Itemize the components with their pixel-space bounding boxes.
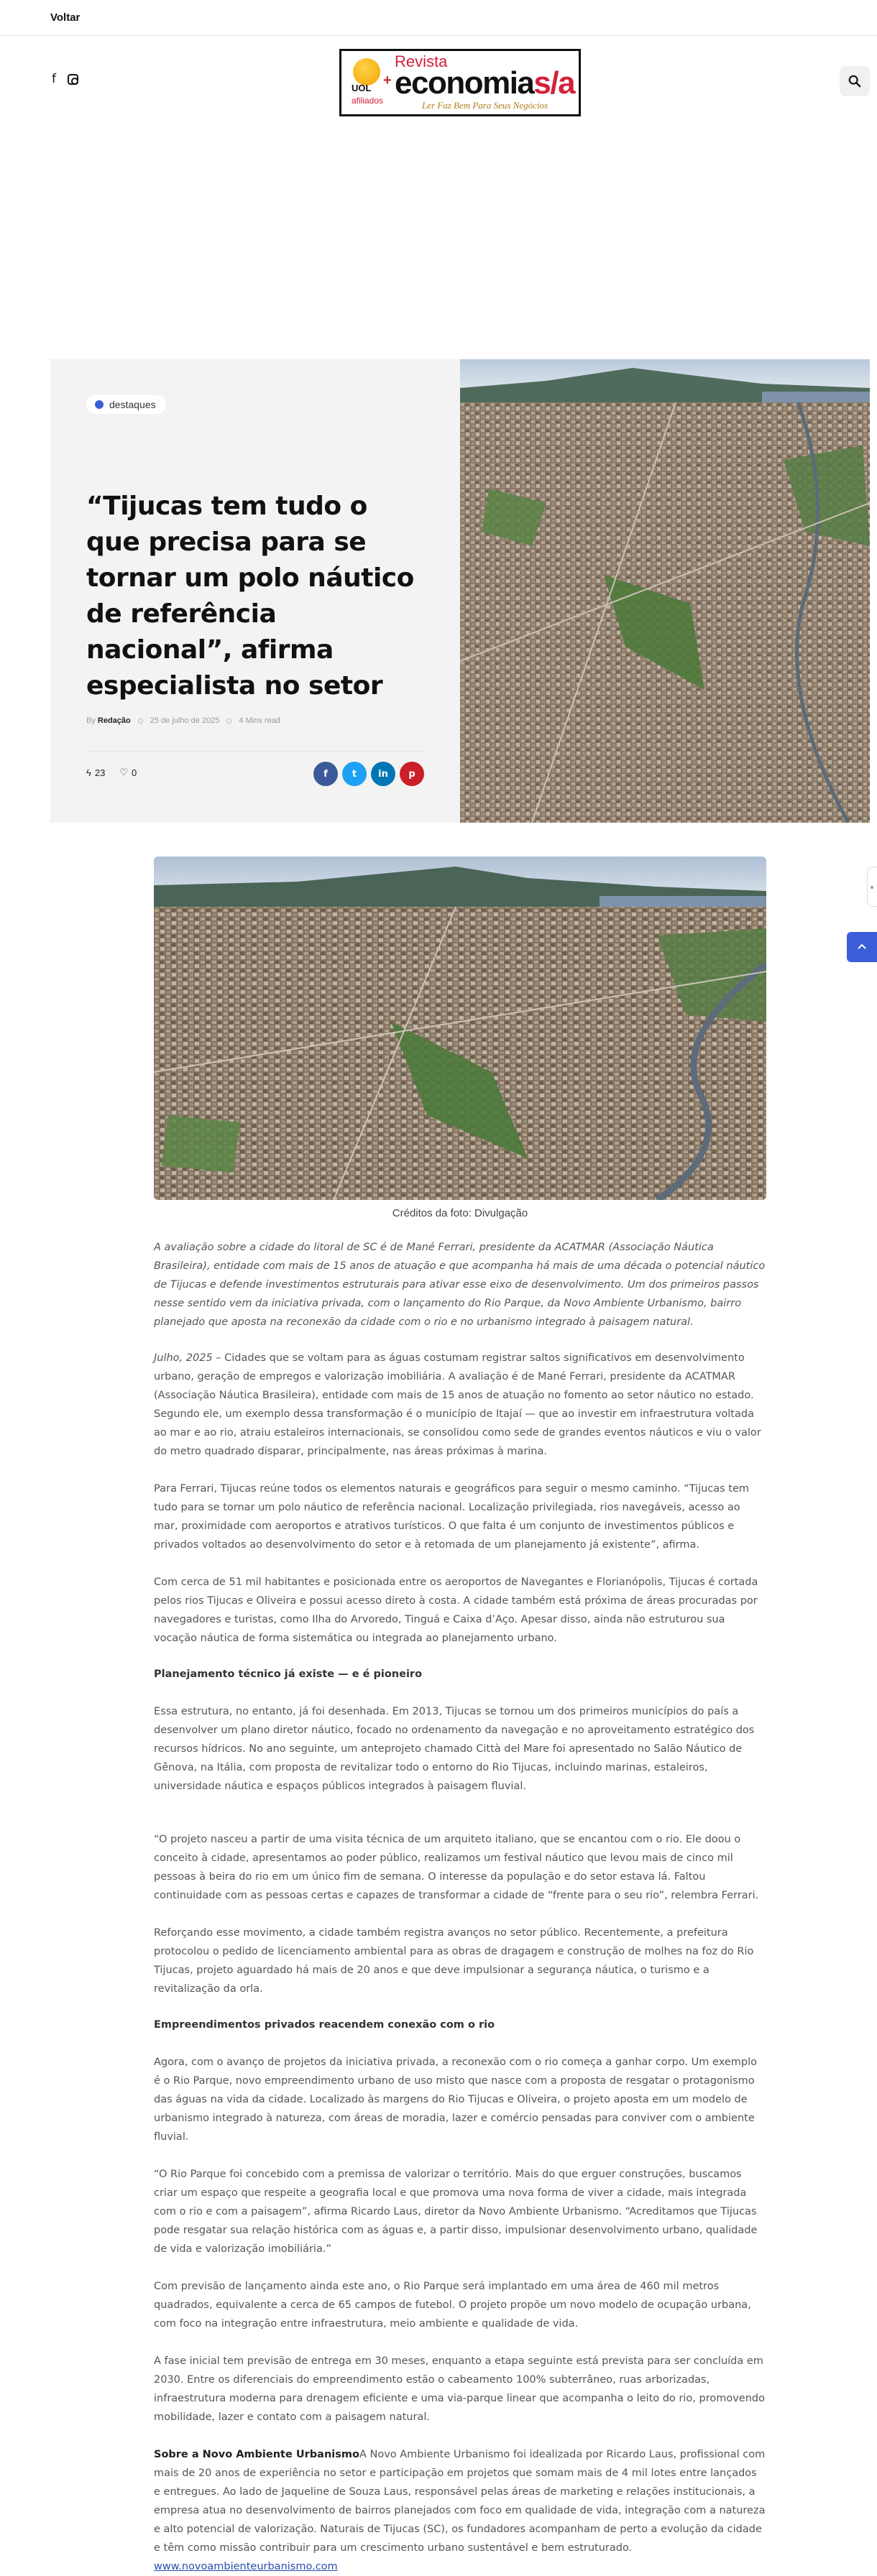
ad-space — [0, 115, 877, 359]
share-linkedin-icon[interactable]: in — [371, 762, 395, 786]
article-title: “Tijucas tem tudo o que precisa para se tornar um polo náutico de referência nacional”, afirma especialista no setor — [86, 491, 414, 701]
image-caption: Créditos da foto: Divulgação — [392, 1207, 528, 1219]
subheading-2: Empreendimentos privados reacendem conexão com o rio — [154, 2019, 495, 2031]
about-company: Sobre a Novo Ambiente UrbanismoA Novo Ambiente Urbanismo foi idealizada por Ricardo Laus, profissional com mais de 20 anos de experiência no setor e participação em projetos que somam mais de 4 mil lotes entre lançados e entregues. Ao lado de Jaqueline de Souza Laus, responsável pelas áreas de marketing e relações institucionais, a empresa atua no desenvolvimento de bairros planejados com foco em qualidade de vida, integração com a natureza e alto potencial de valorização. Naturais de Tijucas (SC), os fundadores acompanham de perto a evolução da cidade e têm como missão contribuir para um crescimento urbano sustentável e bem estruturado. www.novoambienteurbanismo.com — [154, 2449, 766, 2572]
share-facebook-icon[interactable]: f — [313, 762, 338, 786]
logo-revista: Revista — [395, 52, 448, 70]
logo-afiliados: afiliados — [352, 96, 384, 106]
paragraph-5: “O projeto nasceu a partir de uma visita técnica de um arquiteto italiano, que se encantou com o rio. Ele doou o conceito à cidade, apresentamos ao poder público, realizamos um festival náutico que levou mais de cinco mil pessoas à beira do rio em um único fim de semana. O interesse da população e do setor estava lá. Faltou continuidade com as pessoas certas e capazes de transformar a cidade de “frente para o seu rio”, relembra Ferrari. — [154, 1834, 759, 1901]
paragraph-7: Agora, com o avanço de projetos da iniciativa privada, a reconexão com o rio começa a ganhar corpo. Um exemplo é o Rio Parque, novo empreendimento urbano de uso misto que nasce com a proposta de resgatar o protagonismo das águas na vida da cidade. Localizado às margens do Rio Tijucas e Oliveira, o projeto aposta em um modelo de urbanismo integrado à natureza, com áreas de moradia, lazer e comércio pensadas para conviver com o ambiente fluvial. — [154, 2056, 757, 2143]
aerial-city-image — [460, 359, 870, 823]
arrow-up-icon — [856, 941, 868, 953]
scroll-top-button[interactable] — [847, 932, 877, 962]
article-hero — [50, 359, 870, 823]
logo-economia: economias/a — [395, 65, 575, 101]
paragraph-4: Essa estrutura, no entanto, já foi desenhada. Em 2013, Tijucas se tornou um dos primeiros municípios do país a desenvolver um plano diretor náutico, focado no ordenamento da navegação e no aproveitamento estratégico dos recursos hídricos. No ano seguinte, um anteprojeto chamado Città del Mare foi apresentado no Salão Náutico de Gênova, na Itália, com proposta de revitalizar todo o entorno do Rio Tijucas, incluindo marinas, estaleiros, universidade náutica e espaços públicos integrados à paisagem fluvial. — [154, 1706, 755, 1792]
article-body — [154, 857, 766, 2576]
subheading-1: Planejamento técnico já existe — e é pioneiro — [154, 1668, 423, 1680]
paragraph-6: Reforçando esse movimento, a cidade também registra avanços no setor público. Recentemente, a prefeitura protocolou o pedido de licenciamento ambiental para as obras de dragagem e construção de molhes na foz do Rio Tijucas, projeto aguardado há mais de 20 anos e que deve impulsionar a segurança náutica, o turismo e a revitalização da orla. — [154, 1927, 754, 1995]
bolt-icon: ϟ — [86, 767, 91, 778]
category-badge[interactable] — [86, 395, 166, 414]
category-label: destaques — [109, 399, 156, 410]
article-main-image — [154, 857, 766, 1200]
side-feedback-tab[interactable] — [867, 867, 877, 907]
likes-counter[interactable]: ♡ 0 — [119, 767, 137, 778]
paragraph-2: Para Ferrari, Tijucas reúne todos os elementos naturais e geográficos para seguir o mesmo caminho. “Tijucas tem tudo para se tornar um polo náutico de referência nacional. Localização privilegiada, rios navegáveis, acesso ao mar, proximidade com aeroportos e atrativos turísticos. O que falta é um conjunto de investimentos públicos e privados voltados ao desenvolvimento do setor e à retomada de um planejamento já existente”, afirma. — [154, 1483, 750, 1551]
share-twitter-icon[interactable]: t — [342, 762, 367, 786]
share-pinterest-icon[interactable]: p — [400, 762, 424, 786]
social-links — [52, 73, 78, 86]
site-logo[interactable] — [339, 49, 581, 116]
top-bar — [0, 0, 877, 36]
read-time: 4 Mins read — [239, 716, 280, 725]
share-buttons — [313, 762, 424, 786]
site-header — [0, 36, 877, 115]
hero-text-panel — [50, 359, 460, 823]
search-button[interactable] — [840, 66, 870, 96]
paragraph-8: “O Rio Parque foi concebido com a premissa de valorizar o território. Mais do que erguer construções, buscamos criar um espaço que respeite a geografia local e que promova uma nova forma de viver a cidade, mais integrada com o rio e com a paisagem”, afirma Ricardo Laus, diretor da Novo Ambiente Urbanismo. “Acreditamos que Tijucas pode resgatar sua relação histórica com as águas e, a partir disso, impulsionar desenvolvimento urbano, qualidade de vida e valorização imobiliária.” — [154, 2169, 758, 2255]
hero-image — [460, 359, 870, 823]
aerial-city-photo — [154, 857, 766, 1200]
read-time-icon — [226, 719, 231, 724]
paragraph-9: Com previsão de lançamento ainda este ano, o Rio Parque será implantado em uma área de 460 mil metros quadrados, equivalente a cerca de 65 campos de futebol. O projeto propõe um novo modelo de ocupação urbana, com foco na integração entre infraestrutura, meio ambiente e qualidade de vida. — [154, 2281, 751, 2330]
article-lead: A avaliação sobre a cidade do litoral de SC é de Mané Ferrari, presidente da ACATMAR (Associação Náutica Brasileira), entidade com mais de 15 anos de atuação e que acompanha há mais de uma década o potencial náutico de Tijucas e defende investimentos estruturais para ativar esse eixo de desenvolvimento. Um dos primeiros passos nesse sentido vem da iniciativa privada, com o lançamento do Rio Parque, da Novo Ambiente Urbanismo, bairro planejado que aposta na reconexão da cidade com o rio e no urbanismo integrado à paisagem natural. — [154, 1242, 766, 1328]
facebook-icon[interactable]: f — [52, 72, 56, 86]
search-icon — [848, 75, 861, 88]
logo-uol: UOL — [352, 83, 372, 93]
author-link[interactable]: Redação — [97, 716, 131, 725]
back-link[interactable]: Voltar — [50, 11, 81, 24]
paragraph-1: Julho, 2025 – Cidades que se voltam para as águas costumam registrar saltos significativos em desenvolvimento urbano, geração de empregos e valorização imobiliária. A avaliação é de Mané Ferrari, presidente da ACATMAR (Associação Náutica Brasileira), entidade com mais de 15 anos de atuação no fomento ao setor náutico no estado. Segundo ele, um exemplo dessa transformação é o município de Itajaí — que ao investir em infraestrutura voltada ao mar e ao rio, atraiu estaleiros internacionais, se consolidou como sede de grandes eventos náuticos e viu o valor do metro quadrado disparar, principalmente, nas áreas próximas à marina. — [154, 1352, 761, 1457]
views-counter: ϟ 23 — [86, 767, 106, 778]
clock-icon — [138, 719, 143, 724]
article-meta — [86, 716, 280, 725]
publish-date: 25 de julho de 2025 — [150, 716, 220, 725]
instagram-icon[interactable] — [68, 74, 78, 85]
category-dot-icon — [95, 400, 104, 409]
uol-badge-icon — [353, 58, 380, 86]
heart-icon: ♡ — [119, 767, 129, 777]
logo-tagline: Ler Faz Bem Para Seus Negócios — [422, 100, 548, 111]
article-stats — [86, 767, 137, 778]
author-line: By Redação — [86, 716, 131, 725]
company-website-link[interactable]: www.novoambienteurbanismo.com — [154, 2561, 338, 2572]
paragraph-10: A fase inicial tem previsão de entrega em 30 meses, enquanto a etapa seguinte está prevista para ser concluída em 2030. Entre os diferenciais do empreendimento estão o cabeamento 100% subterrâneo, ruas arborizadas, infraestrutura moderna para drenagem eficiente e uma via-parque linear que acompanha o leito do rio, promovendo mobilidade, lazer e contato com a paisagem natural. — [154, 2355, 765, 2423]
hero-divider — [86, 751, 424, 752]
logo-plus: + — [383, 73, 392, 88]
paragraph-3: Com cerca de 51 mil habitantes e posicionada entre os aeroportos de Navegantes e Florianópolis, Tijucas é cortada pelos rios Tijucas e Oliveira e possui acesso direto à costa. A cidade também está próxima de áreas procuradas por navegadores e turistas, como Ilha do Arvoredo, Tinguá e Caixa d’Aço. Apesar disso, ainda não estruturou sua vocação náutica de forma sistemática ou integrada ao planejamento urbano. — [154, 1576, 758, 1644]
